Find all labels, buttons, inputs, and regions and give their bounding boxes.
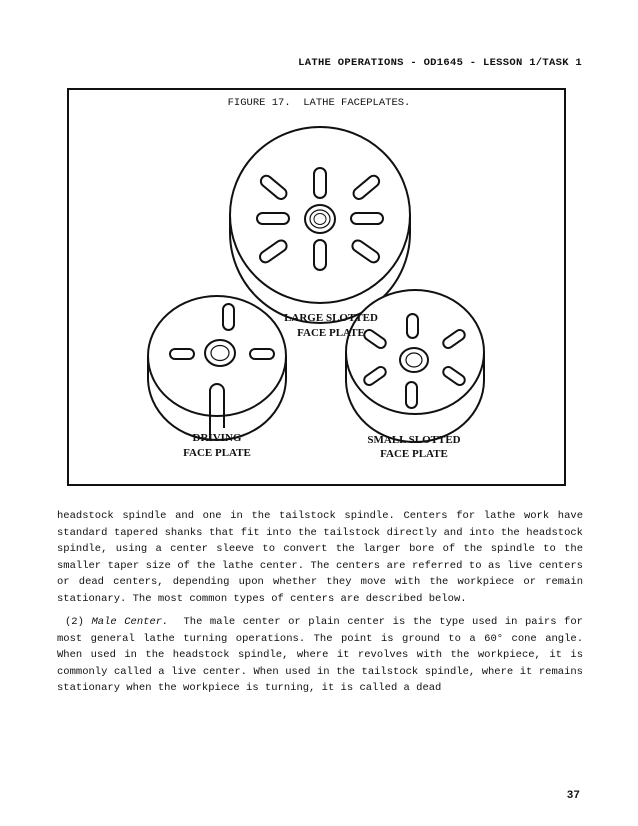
small-faceplate-label-2: FACE PLATE	[380, 448, 448, 460]
paragraph-heading: Male Center.	[91, 616, 169, 628]
large-faceplate-label-2: FACE PLATE	[297, 327, 365, 339]
page-number: 37	[566, 790, 580, 802]
large-faceplate-label-1: LARGE SLOTTED	[284, 312, 378, 324]
small-faceplate-label-1: SMALL SLOTTED	[367, 434, 461, 446]
paragraph-number: (2)	[65, 616, 84, 628]
body-paragraph-2	[57, 614, 583, 697]
paragraph-text: headstock spindle and one in the tailstock spindle. Centers for lathe work have standard tapered shanks that fit into the tailstock directly and into the headstock spindle, using a center sleeve to convert the larger bore of the spindle to the smaller taper size of the lathe center. The centers are referred to as live centers or dead centers, depending upon whether they move with the workpiece or remain stationary. The most common types of centers are described below.	[57, 510, 583, 605]
running-header: LATHE OPERATIONS - OD1645 - LESSON 1/TASK 1	[298, 57, 582, 69]
driving-faceplate-label-2: FACE PLATE	[183, 447, 251, 459]
figure-title: FIGURE 17. LATHE FACEPLATES.	[227, 97, 411, 109]
paragraph-text	[57, 614, 583, 697]
body-paragraph-1	[57, 508, 583, 607]
faceplates-illustration	[67, 88, 566, 486]
paragraph-body: The male center or plain center is the type used in pairs for most general lathe turning operations. The point is ground to a 60° cone angle. When used in the headstock spindle, where it revolves with the workpiece, it is commonly called a live center. When used in the tailstock spindle, where it remains stationary when the workpiece is turning, it is called a dead	[57, 616, 583, 694]
driving-faceplate-label-1: DRIVING	[192, 432, 242, 444]
driving-faceplate	[148, 296, 286, 440]
large-slotted-faceplate	[230, 127, 410, 323]
